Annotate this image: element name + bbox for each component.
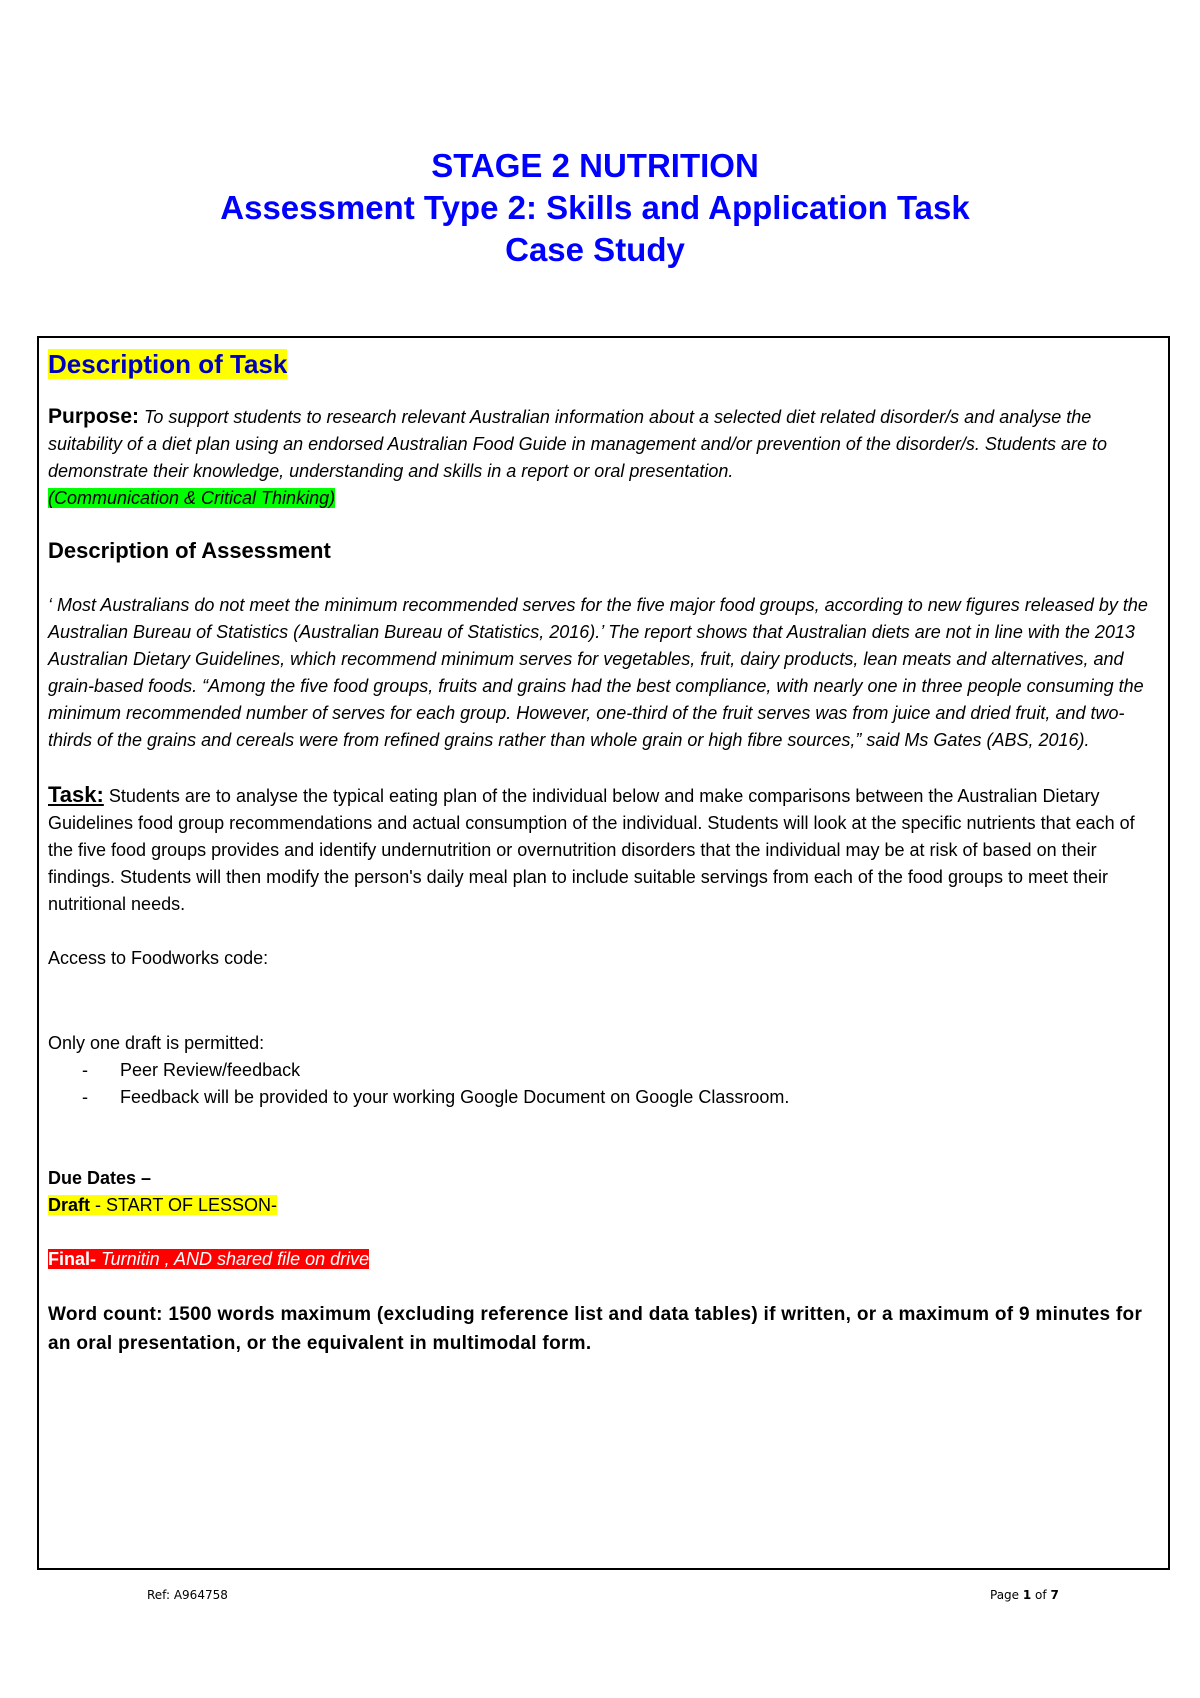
draft-due-text: - START OF LESSON- (90, 1195, 278, 1215)
page-current: 1 (1022, 1588, 1032, 1602)
task-paragraph (48, 781, 1160, 918)
draft-list (48, 1057, 1160, 1111)
assessment-quote: ‘ Most Australians do not meet the minimum recommended serves for the five major food groups, according to new figures released by the Australian Bureau of Statistics (Australian Bureau of Statistics, 2016).’ The report shows that Australian diets are not in line with the 2013 Australian Dietary Guidelines, which recommend minimum serves for vegetables, fruit, dairy products, lean meats and alternatives, and grain-based foods. “Among the five food groups, fruits and grains had the best compliance, with nearly one in three people consuming the minimum recommended number of serves for each group. However, one-third of the fruit serves was from juice and dried fruit, and two-thirds of the grains and cereals were from refined grains rather than whole grain or high fibre sources,” said Ms Gates (ABS, 2016). (48, 595, 1148, 750)
footer-reference: Ref: A964758 (147, 1588, 228, 1602)
document-header (0, 145, 1190, 271)
purpose-label: Purpose: (48, 405, 140, 428)
list-item: - Peer Review/feedback (48, 1057, 1160, 1084)
list-item: - Feedback will be provided to your working Google Document on Google Classroom. (48, 1084, 1160, 1111)
final-due-line (48, 1246, 1160, 1273)
draft-label: Draft (48, 1195, 91, 1215)
page-total: 7 (1050, 1588, 1059, 1602)
header-case-study: Case Study (505, 231, 685, 268)
capabilities-text: (Communication & Critical Thinking) (48, 488, 336, 508)
page-prefix: Page (990, 1588, 1023, 1602)
foodworks-code-line: Access to Foodworks code: (48, 948, 269, 968)
draft-intro: Only one draft is permitted: (48, 1033, 265, 1053)
final-due-text: Turnitin , AND shared file on drive (96, 1249, 370, 1269)
header-assessment-type: Assessment Type 2: Skills and Application Task (220, 189, 970, 226)
header-stage-title: STAGE 2 NUTRITION (431, 147, 759, 184)
draft-due-line (48, 1192, 1160, 1219)
word-count-requirement: Word count: 1500 words maximum (excluding reference list and data tables) if written, or a maximum of 9 minutes for an oral presentation, or the equivalent in multimodal form. (48, 1304, 1143, 1354)
footer-page-number (990, 1588, 1059, 1602)
task-label: Task: (48, 782, 104, 807)
due-dates-heading: Due Dates – (48, 1168, 152, 1188)
description-of-assessment-heading: Description of Assessment (48, 538, 331, 563)
final-label: Final- (48, 1249, 96, 1269)
capabilities-line (48, 485, 1160, 512)
purpose-paragraph (48, 403, 1160, 485)
task-box-content (48, 346, 1160, 1358)
description-of-task-title: Description of Task (48, 349, 288, 379)
task-text: Students are to analyse the typical eating plan of the individual below and make comparisons between the Australian Dietary Guidelines food group recommendations and actual consumption of the individual. Students will look at the specific nutrients that each of the five food groups provides and identify undernutrition or overnutrition disorders that the individual may be at risk of based on their findings. Students will then modify the person's daily meal plan to include suitable servings from each of the food groups to meet their nutritional needs. (48, 786, 1135, 914)
page-middle: of (1031, 1588, 1051, 1602)
purpose-text: To support students to research relevant Australian information about a selected diet related disorder/s and analyse the suitability of a diet plan using an endorsed Australian Food Guide in management and/or prevention of the disorder/s. Students are to demonstrate their knowledge, understanding and skills in a report or oral presentation. (48, 407, 1107, 481)
description-of-task-heading (48, 346, 1160, 382)
